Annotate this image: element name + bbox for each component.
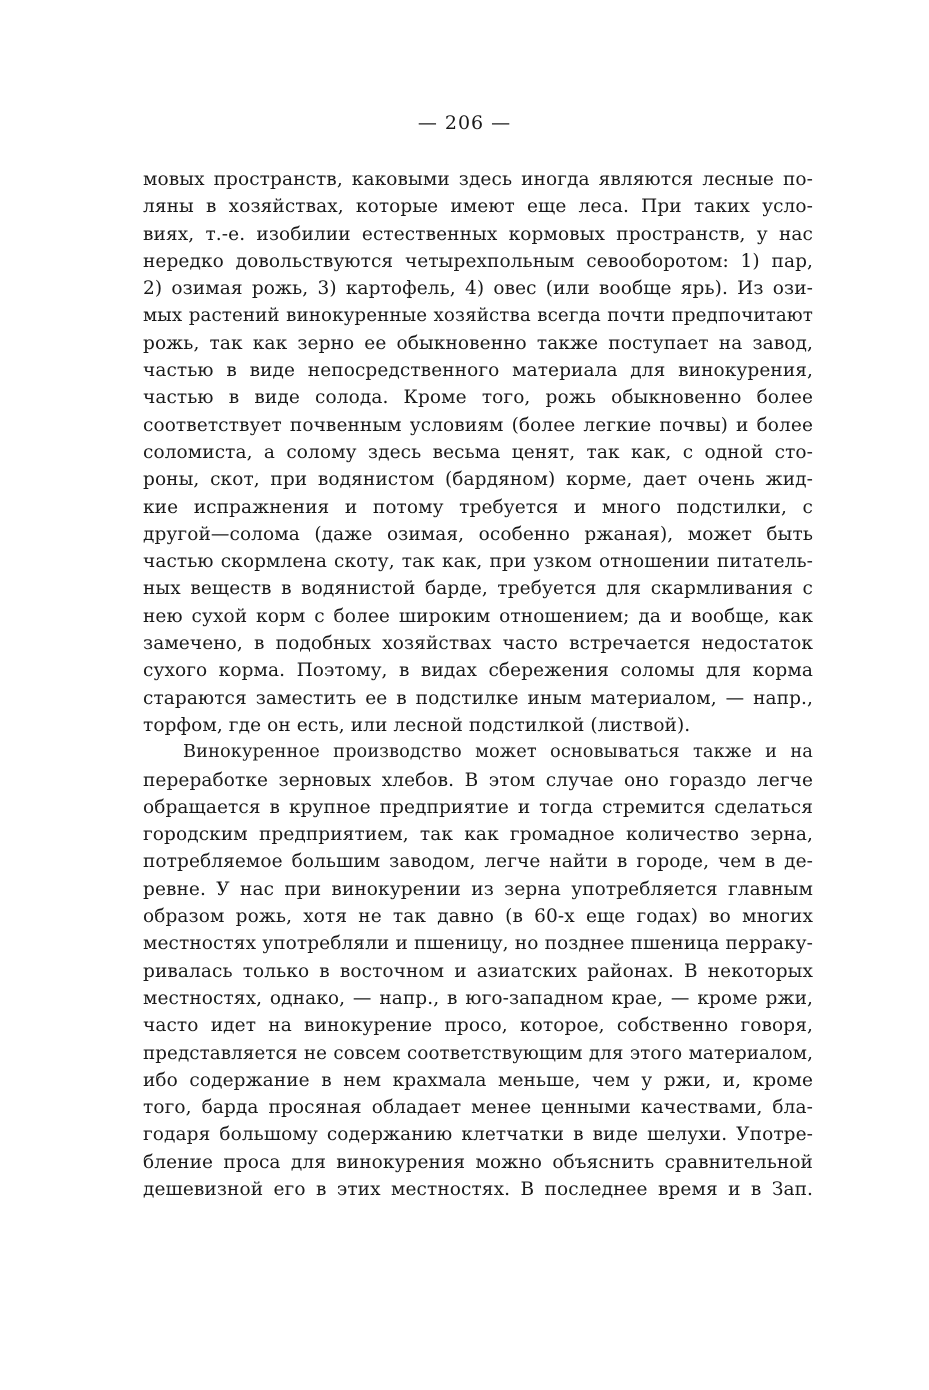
text-line: частью в виде солода. Кроме того, рожь обыкновенно более bbox=[143, 387, 813, 409]
text-line: бление проса для винокурения можно объяснить сравнительной bbox=[143, 1151, 813, 1173]
text-line: потребляемое большим заводом, легче найти в городе, чем в де- bbox=[143, 851, 813, 873]
text-line: нередко довольствуются четырехпольным севооборотом: 1) пар, bbox=[143, 250, 813, 272]
text-line: того, барда просяная обладает менее ценными качествами, бла- bbox=[143, 1097, 813, 1119]
text-line: местностях употребляли и пшеницу, но позднее пшеница перраку- bbox=[143, 933, 813, 955]
text-line: виях, т.-е. изобилии естественных кормовых пространств, у нас bbox=[143, 223, 813, 245]
text-line: 2) озимая рожь, 3) картофель, 4) овес (или вообще ярь). Из ози- bbox=[143, 278, 813, 300]
body-text bbox=[143, 166, 813, 1203]
text-line: ных веществ в водянистой барде, требуется для скармливания с bbox=[143, 578, 813, 600]
text-line: городским предприятием, так как громадное количество зерна, bbox=[143, 824, 813, 846]
text-line: частью в виде непосредственного материала для винокурения, bbox=[143, 360, 813, 382]
text-line: торфом, где он есть, или лесной подстилкой (листвой). bbox=[143, 714, 691, 736]
text-line: ляны в хозяйствах, которые имеют еще леса. При таких усло- bbox=[143, 196, 813, 218]
text-line: соломиста, а солому здесь весьма ценят, так как, с одной сто- bbox=[143, 441, 813, 463]
text-line: обращается в крупное предприятие и тогда стремится сделаться bbox=[143, 796, 813, 818]
text-line: мовых пространств, каковыми здесь иногда являются лесные по- bbox=[143, 169, 813, 190]
text-line: замечено, в подобных хозяйствах часто встречается недостаток bbox=[143, 633, 813, 655]
text-line: ривалась только в восточном и азиатских районах. В некоторых bbox=[143, 960, 813, 982]
text-line: частью скормлена скоту, так как, при узком отношении питатель- bbox=[143, 551, 813, 573]
text-line: местностях, однако, — напр., в юго-западном крае, — кроме ржи, bbox=[143, 987, 813, 1009]
text-line: другой—солома (даже озимая, особенно ржаная), может быть bbox=[143, 523, 813, 545]
text-line: переработке зерновых хлебов. В этом случае оно гораздо легче bbox=[143, 769, 813, 791]
text-line: ревне. У нас при винокурении из зерна употребляется главным bbox=[143, 878, 813, 900]
text-line: нею сухой корм с более широким отношением; да и вообще, как bbox=[143, 605, 813, 627]
text-line: мых растений винокуренные хозяйства всегда почти предпочитают bbox=[143, 305, 813, 327]
paragraph bbox=[143, 739, 813, 1203]
text-line: роны, скот, при водянистом (бардяном) корме, дает очень жид- bbox=[143, 469, 813, 491]
text-line: образом рожь, хотя не так давно (в 60-х еще годах) во многих bbox=[143, 906, 813, 928]
text-line: Винокуренное производство может основываться также и на bbox=[183, 742, 813, 763]
text-line: соответствует почвенным условиям (более легкие почвы) и более bbox=[143, 414, 813, 436]
page-number: — 206 — bbox=[417, 112, 512, 134]
text-line: дешевизной его в этих местностях. В последнее время и в Зап. bbox=[143, 1178, 813, 1200]
text-line: кие испражнения и потому требуется и много подстилки, с bbox=[143, 496, 813, 518]
text-line: годаря большому содержанию клетчатки в виде шелухи. Употре- bbox=[143, 1124, 813, 1146]
text-line: ибо содержание в нем крахмала меньше, чем у ржи, и, кроме bbox=[143, 1069, 813, 1091]
text-line: часто идет на винокурение просо, которое, собственно говоря, bbox=[143, 1015, 813, 1037]
text-line: представляется не совсем соответствующим для этого материалом, bbox=[143, 1042, 813, 1064]
text-line: стараются заместить ее в подстилке иным материалом, — напр., bbox=[143, 687, 813, 709]
text-line: сухого корма. Поэтому, в видах сбережения соломы для корма bbox=[143, 660, 813, 682]
paragraph bbox=[143, 166, 813, 739]
text-line: рожь, так как зерно ее обыкновенно также поступает на завод, bbox=[143, 332, 813, 354]
